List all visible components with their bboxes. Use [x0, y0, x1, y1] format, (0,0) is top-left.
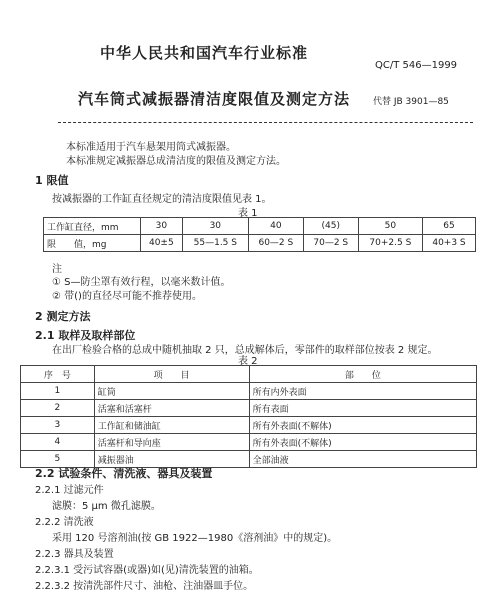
- table-cell: 全部油液: [249, 451, 476, 468]
- subsection-2-1-title: 2.1 取样及取样部位: [35, 329, 136, 342]
- table-cell: 缸筒: [94, 383, 249, 400]
- table-cell: 70+2.5 S: [358, 235, 422, 252]
- note-line: ② 带()的直径尽可能不推荐使用。: [52, 291, 202, 302]
- limits-table: [43, 217, 476, 252]
- column-header: 项 目: [94, 366, 249, 383]
- table-row: [21, 434, 477, 451]
- table-cell: 50: [358, 218, 422, 235]
- body-line: 滤膜：5 μm 微孔滤膜。: [52, 501, 161, 512]
- table-cell: 所有内外表面: [249, 383, 476, 400]
- table-2-title: 表 2: [238, 356, 258, 367]
- table-cell: 2: [21, 400, 95, 417]
- standard-code: QC/T 546—1999: [375, 60, 458, 71]
- column-header: 部 位: [249, 366, 476, 383]
- intro-line: 本标准规定减振器总成清洁度的限值及测定方法。: [66, 156, 286, 167]
- row-label: 限 值，mg: [44, 235, 141, 252]
- section-2-title: 2 测定方法: [35, 310, 91, 323]
- table-cell: 70—2 S: [303, 235, 358, 252]
- replaces-note: 代替 JB 3901—85: [373, 97, 449, 107]
- table-cell: 活塞杆和导向座: [94, 434, 249, 451]
- subsection-2-1-text: 在出厂检验合格的总成中随机抽取 2 只，总成解体后，零部件的取样部位按表 2 规定。: [52, 345, 438, 356]
- notes-title: 注: [52, 264, 62, 275]
- table-cell: 40±5: [141, 235, 183, 252]
- column-header: 序 号: [21, 366, 95, 383]
- section-1-title: 1 限值: [35, 174, 69, 187]
- subsection-line: 2.2.3 器具及装置: [35, 549, 114, 560]
- table-cell: 减振器油: [94, 451, 249, 468]
- subsection-2-2-title: 2.2 试验条件、清洗液、器具及装置: [35, 467, 213, 480]
- table-cell: 40: [248, 218, 303, 235]
- intro-line: 本标准适用于汽车悬架用筒式减振器。: [66, 142, 236, 153]
- sampling-table: [20, 365, 477, 468]
- table-cell: 40+3 S: [422, 235, 475, 252]
- body-line: 2.2.3.2 按清洗部件尺寸、油枪、注油器皿手位。: [35, 581, 254, 592]
- subsection-line: 2.2.2 清洗液: [35, 517, 94, 528]
- table-row: [21, 400, 477, 417]
- table-row: [44, 235, 476, 252]
- table-cell: 4: [21, 434, 95, 451]
- document-title: 汽车筒式减振器清洁度限值及测定方法: [78, 90, 351, 108]
- table-cell: 所有外表面(不解体): [249, 434, 476, 451]
- table-cell: 60—2 S: [248, 235, 303, 252]
- table-cell: 工作缸和储油缸: [94, 417, 249, 434]
- body-line: 2.2.3.1 受污试容器(或器)如(见)清洗装置的油箱。: [35, 565, 259, 576]
- header-divider: [58, 122, 473, 123]
- table-cell: 30: [141, 218, 183, 235]
- table-cell: 所有外表面(不解体): [249, 417, 476, 434]
- table-cell: 5: [21, 451, 95, 468]
- table-cell: 30: [182, 218, 248, 235]
- table-cell: 65: [422, 218, 475, 235]
- table-cell: (45): [303, 218, 358, 235]
- row-label: 工作缸直径，mm: [44, 218, 141, 235]
- table-row: [21, 417, 477, 434]
- table-cell: 55—1.5 S: [182, 235, 248, 252]
- body-line: 采用 120 号溶剂油(按 GB 1922—1980《溶剂油》中的规定)。: [52, 533, 338, 544]
- standard-org-heading: 中华人民共和国汽车行业标准: [100, 44, 309, 62]
- table-row: [44, 218, 476, 235]
- table-row: [21, 383, 477, 400]
- subsection-line: 2.2.1 过滤元件: [35, 485, 104, 496]
- table-cell: 活塞和活塞杆: [94, 400, 249, 417]
- section-1-text: 按减振器的工作缸直径规定的清洁度限值见表 1。: [52, 194, 272, 205]
- note-line: ① S—防尘罩有效行程，以毫米数计值。: [52, 277, 231, 288]
- table-cell: 所有表面: [249, 400, 476, 417]
- table-header-row: [21, 366, 477, 383]
- table-1-title: 表 1: [238, 208, 258, 219]
- table-cell: 3: [21, 417, 95, 434]
- table-cell: 1: [21, 383, 95, 400]
